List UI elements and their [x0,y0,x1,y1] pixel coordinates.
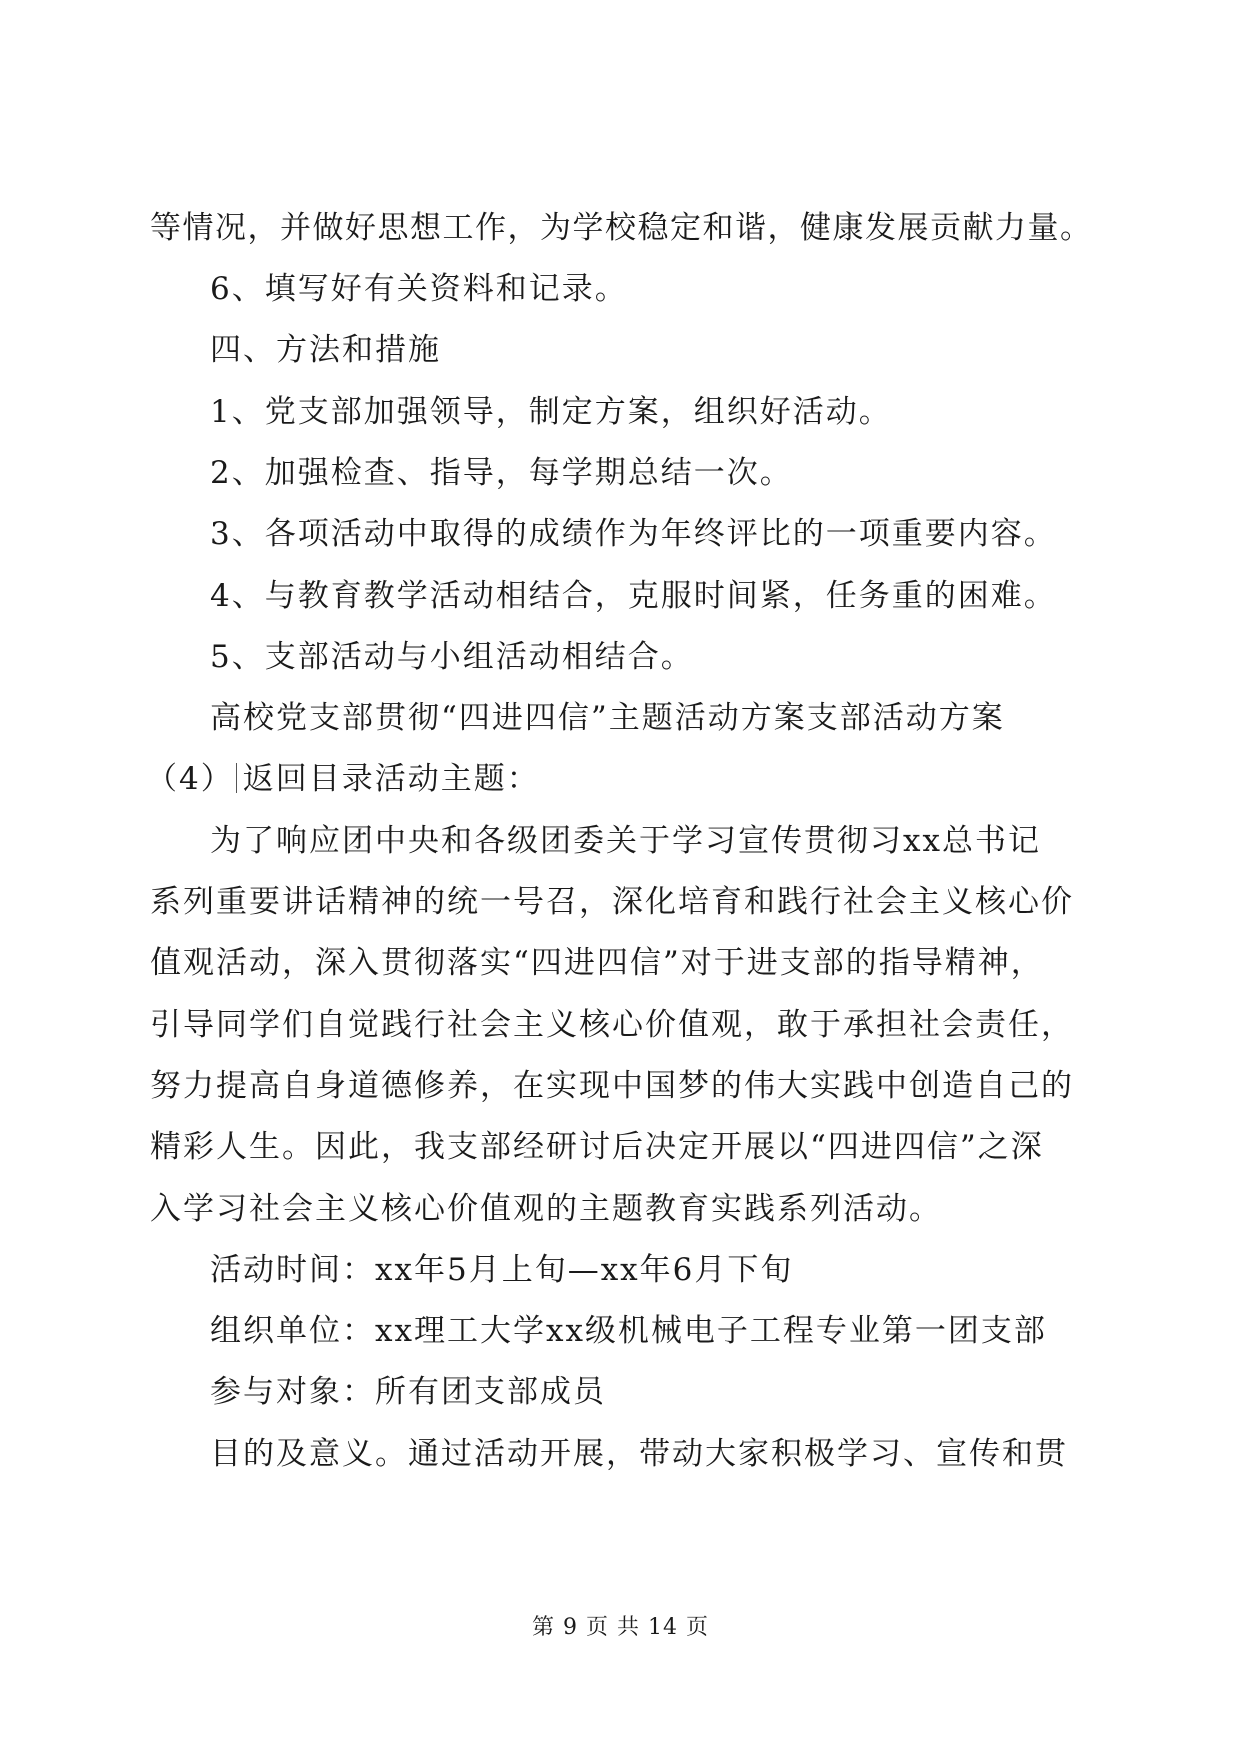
text-line: 6、填写好有关资料和记录。 [210,271,628,307]
text-line: 等情况，并做好思想工作，为学校稳定和谐，健康发展贡献力量。 [150,210,1093,246]
text-line: 活动时间：xx年5月上旬—xx年6月下旬 [210,1252,794,1288]
text-line: 努力提高自身道德修养，在实现中国梦的伟大实践中创造自己的 [150,1068,1074,1104]
section-heading: 四、方法和措施 [210,332,441,368]
text-line: 参与对象：所有团支部成员 [210,1374,606,1410]
text-line: 入学习社会主义核心价值观的主题教育实践系列活动。 [150,1191,942,1227]
text-line: 目的及意义。通过活动开展，带动大家积极学习、宣传和贯 [210,1436,1068,1472]
text-line: 高校党支部贯彻“四进四信”主题活动方案支部活动方案 [210,700,1005,736]
text-line: 1、党支部加强领导，制定方案，组织好活动。 [210,394,892,430]
return-to-contents-link[interactable]: 返回目录活动主题： [242,761,540,797]
text-line [146,759,540,799]
text-line: 系列重要讲话精神的统一号召，深化培育和践行社会主义核心价 [150,884,1074,920]
page-footer: 第 9 页 共 14 页 [532,1615,709,1640]
text-line: 引导同学们自觉践行社会主义核心价值观，敢于承担社会责任， [150,1007,1074,1043]
text-line: 为了响应团中央和各级团委关于学习宣传贯彻习xx总书记 [210,823,1041,859]
text-line: 4、与教育教学活动相结合，克服时间紧，任务重的困难。 [210,578,1057,614]
text-line: 5、支部活动与小组活动相结合。 [210,639,694,675]
text-line: 值观活动，深入贯彻落实“四进四信”对于进支部的指导精神， [150,945,1044,981]
text-line: 2、加强检查、指导，每学期总结一次。 [210,455,793,491]
text-line: 3、各项活动中取得的成绩作为年终评比的一项重要内容。 [210,516,1057,552]
text-cursor [236,763,237,793]
number-label: （4） [146,761,234,797]
text-line: 精彩人生。因此，我支部经研讨后决定开展以“四进四信”之深 [150,1129,1044,1165]
text-line: 组织单位：xx理工大学xx级机械电子工程专业第一团支部 [210,1313,1047,1349]
